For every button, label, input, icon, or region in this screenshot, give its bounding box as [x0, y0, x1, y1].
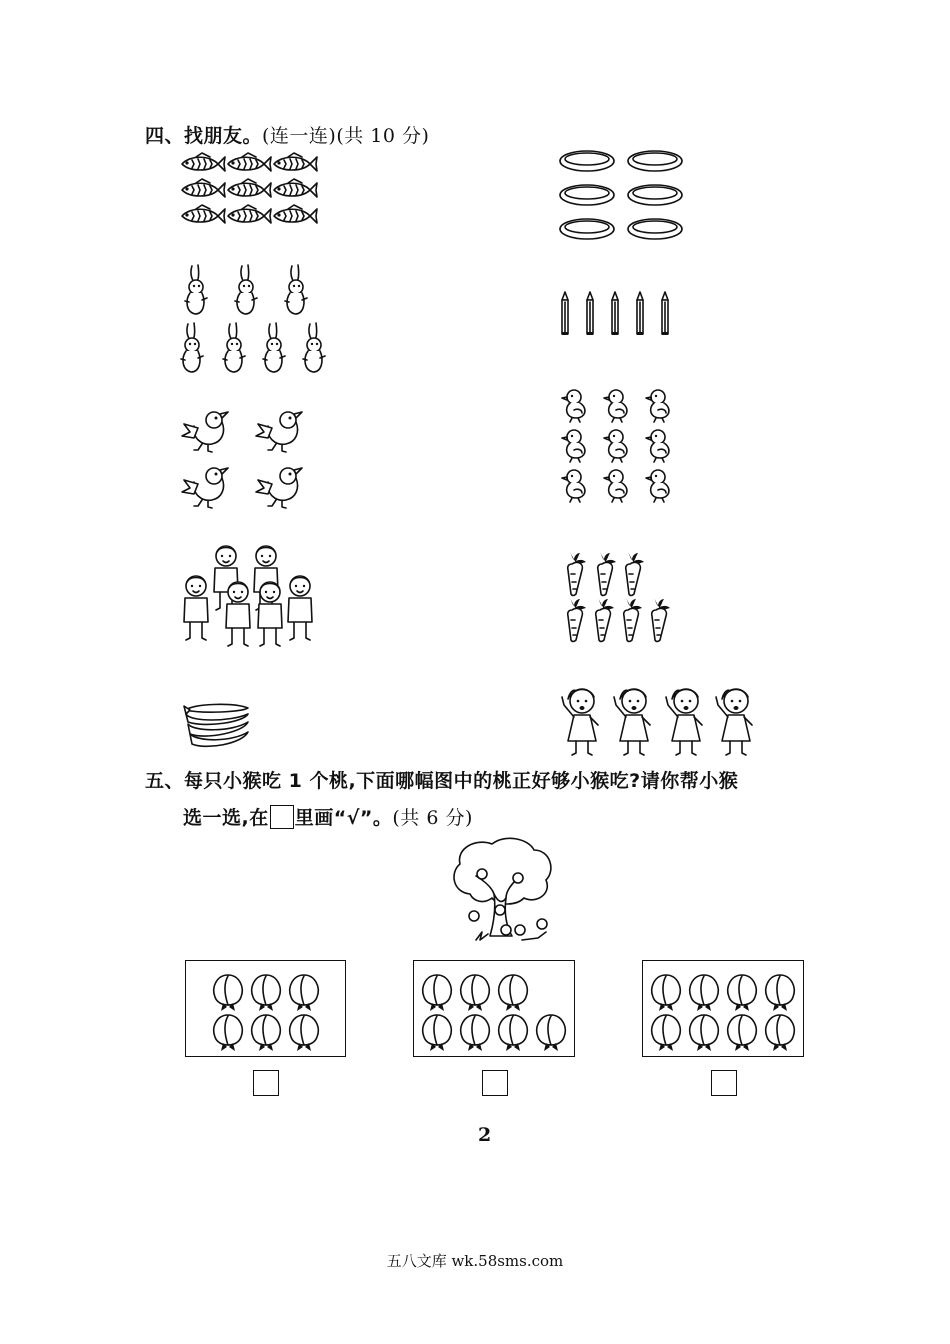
answer-box-option-3[interactable] [711, 1070, 737, 1096]
question-5-instruction [183, 803, 473, 830]
question-4-title [145, 121, 429, 148]
plates-group [558, 148, 693, 244]
pencils-group [558, 290, 678, 340]
rabbits-group [178, 262, 338, 378]
question-4-heading: 四、找朋友。 [145, 125, 263, 147]
fish-group [178, 150, 318, 230]
peach-option-2-peaches [414, 961, 576, 1058]
tree-with-monkeys [446, 836, 558, 946]
peach-option-1-peaches [186, 961, 347, 1058]
question-4-instruction: (连一连)(共 10 分) [262, 125, 430, 147]
peach-option-2 [413, 960, 575, 1057]
carrots-group [560, 550, 686, 646]
people-group [180, 544, 320, 658]
peach-option-3 [642, 960, 804, 1057]
example-box [270, 805, 294, 829]
girls-group [558, 683, 764, 759]
peach-option-3-peaches [643, 961, 805, 1058]
footer-watermark: 五八文库 wk.58sms.com [386, 1252, 564, 1270]
peach-option-1 [185, 960, 346, 1057]
page-number: 2 [478, 1124, 492, 1146]
birds-group [178, 402, 308, 512]
answer-box-option-2[interactable] [482, 1070, 508, 1096]
question-5-points: (共 6 分) [392, 807, 473, 829]
chicks-group [558, 386, 678, 508]
bananas-bunch [182, 700, 254, 750]
instruction-part-1: 选一选,在 [183, 807, 269, 829]
answer-box-option-1[interactable] [253, 1070, 279, 1096]
question-5-title: 五、每只小猴吃 1 个桃,下面哪幅图中的桃正好够小猴吃?请你帮小猴 [145, 770, 739, 792]
instruction-part-2: 里画“√”。 [294, 807, 393, 829]
